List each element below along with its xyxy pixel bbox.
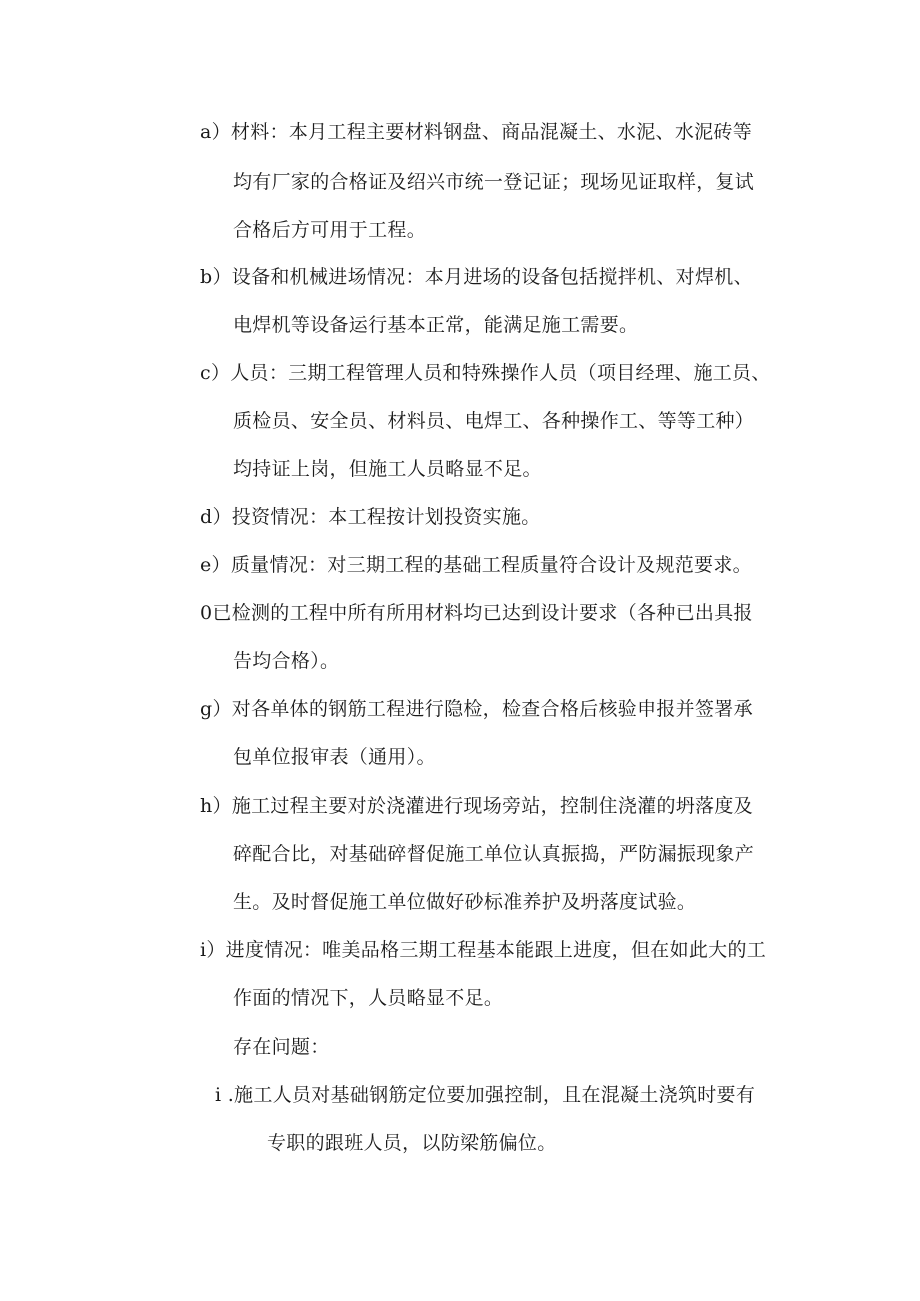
item-h-line-3: 生。及时督促施工单位做好砂标准养护及坍落度试验。: [233, 891, 697, 913]
item-b-line-1: b）设备和机械进场情况：本月进场的设备包括搅拌机、对焊机、: [200, 266, 753, 288]
item-a-line-2: 均有厂家的合格证及绍兴市统一登记证；现场见证取样，复试: [233, 171, 755, 193]
issues-heading: 存在问题：: [233, 1036, 330, 1058]
item-f-line-2: 告均合格）。: [233, 650, 340, 672]
item-i-line-1: i）进度情况：唯美品格三期工程基本能跟上进度，但在如此大的工: [200, 939, 767, 961]
item-g-line-2: 包单位报审表（通用）。: [233, 746, 436, 768]
item-e-line-1: e）质量情况：对三期工程的基础工程质量符合设计及规范要求。: [200, 554, 752, 576]
item-h-line-2: 碎配合比，对基础碎督促施工单位认真振捣，严防漏振现象产: [233, 843, 755, 865]
item-b-line-2: 电焊机等设备运行基本正常，能满足施工需要。: [233, 314, 639, 336]
item-c-line-2: 质检员、安全员、材料员、电焊工、各种操作工、等等工种）: [233, 410, 755, 432]
issue-item-1-line-1: i .施工人员对基础钢筋定位要加强控制，且在混凝土浇筑时要有: [215, 1084, 756, 1106]
item-c-line-3: 均持证上岗，但施工人员略显不足。: [233, 458, 542, 480]
item-i-line-2: 作面的情况下，人员略显不足。: [233, 987, 504, 1009]
item-a-line-1: a）材料：本月工程主要材料钢盘、商品混凝土、水泥、水泥砖等: [200, 121, 753, 143]
item-h-line-1: h）施工过程主要对於浇灌进行现场旁站，控制住浇灌的坍落度及: [200, 795, 753, 817]
item-a-line-3: 合格后方可用于工程。: [233, 219, 427, 241]
item-d-line-1: d）投资情况：本工程按计划投资实施。: [200, 506, 541, 528]
item-c-line-1: c）人员：三期工程管理人员和特殊操作人员（项目经理、施工员、: [200, 362, 771, 384]
item-f-line-1: 0已检测的工程中所有所用材料均已达到设计要求（各种已出具报: [200, 602, 753, 624]
item-g-line-1: g）对各单体的钢筋工程进行隐检，检查合格后核验申报并签署承: [200, 698, 753, 720]
issue-item-1-line-2: 专职的跟班人员，以防梁筋偏位。: [267, 1132, 557, 1154]
